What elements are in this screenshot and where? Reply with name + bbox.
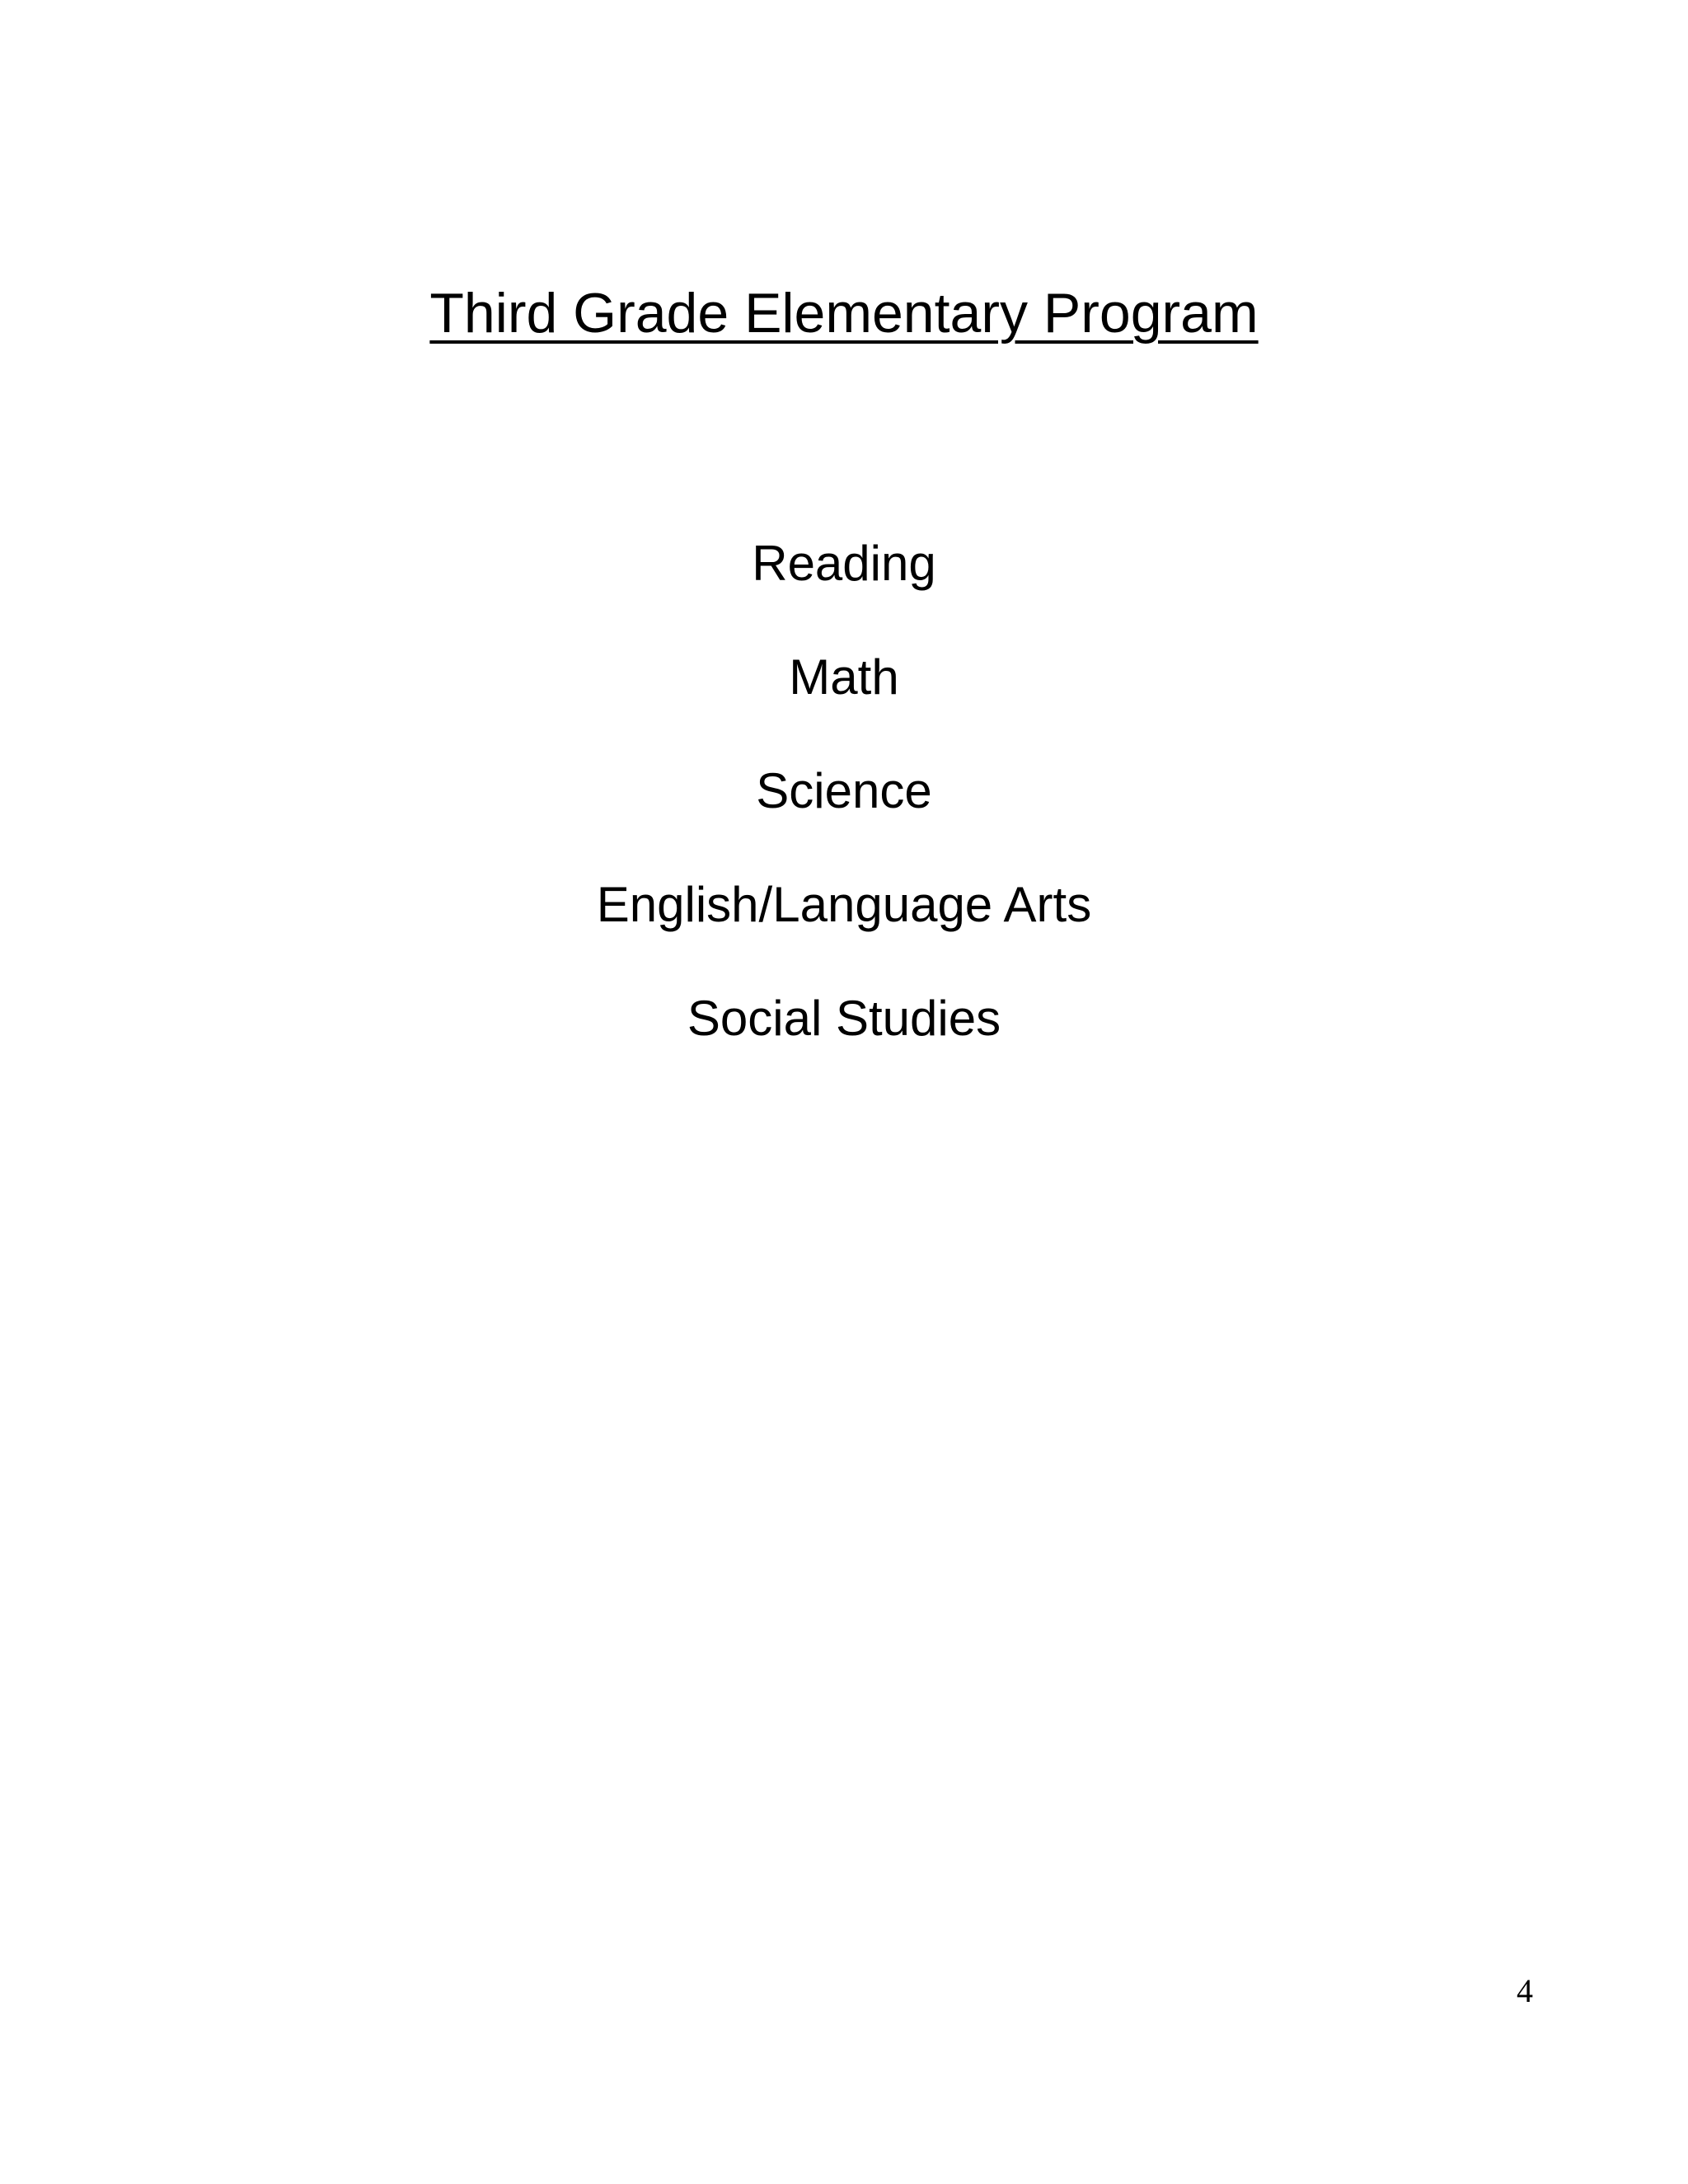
subject-list: [0, 534, 1688, 1103]
subject-item-science: Science: [756, 763, 932, 818]
subject-item-reading: Reading: [752, 536, 936, 591]
subject-item-math: Math: [789, 649, 899, 705]
subject-item-social-studies: Social Studies: [687, 991, 1001, 1046]
page-number: 4: [1517, 1972, 1533, 2009]
subject-item-english-language-arts: English/Language Arts: [596, 877, 1092, 932]
page-title: Third Grade Elementary Program: [429, 282, 1259, 344]
